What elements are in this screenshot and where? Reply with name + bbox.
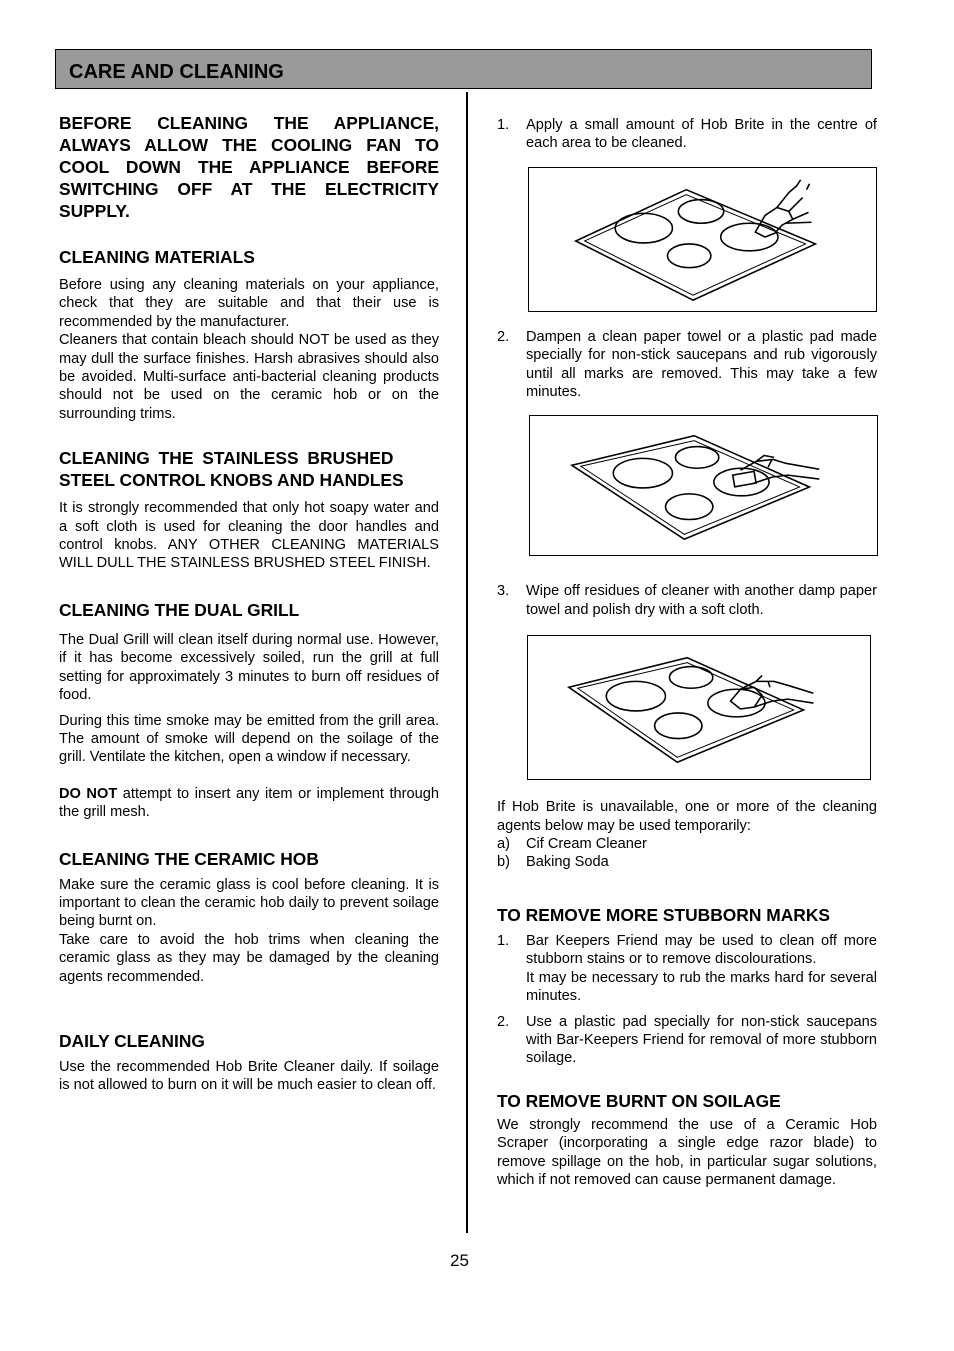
column-divider [466, 92, 468, 1233]
grill-warning-text: attempt to insert any item or implement through the grill mesh. [59, 785, 439, 821]
alternative-text: Baking Soda [526, 854, 609, 871]
step-1 [497, 116, 877, 153]
polishing-cloth-illustration [527, 635, 871, 780]
hob-brite-application-illustration [528, 167, 877, 312]
ceramic-heading: CLEANING THE CERAMIC HOB [59, 848, 319, 869]
safety-warning: BEFORE CLEANING THE APPLIANCE, ALWAYS ALLOW THE COOLING FAN TO COOL DOWN THE APPLIANCE BEFORE SWITCHING OFF AT THE ELECTRICITY SUPPLY. [59, 113, 439, 221]
hob-rub-drawing [530, 416, 877, 555]
stubborn-item-1 [497, 932, 877, 1006]
cleaning-steps-2 [497, 328, 877, 402]
materials-paragraph-1: Before using any cleaning materials on your appliance, check that they are suitable and that their use is recommended by the manufacturer. [59, 277, 439, 330]
daily-heading: DAILY CLEANING [59, 1030, 205, 1051]
knobs-heading-line-1: CLEANING THE STAINLESS BRUSHED [59, 448, 394, 469]
section-header-bar [55, 49, 872, 89]
item-text: Use a plastic pad specially for non-stick saucepans with Bar-Keepers Friend for removal of more stubborn soilage. [526, 1013, 877, 1067]
rubbing-pad-illustration [529, 415, 878, 556]
page-number: 25 [450, 1251, 469, 1270]
item-extra: It may be necessary to rub the marks hard for several minutes. [526, 969, 877, 1005]
stubborn-item-2 [497, 1013, 877, 1068]
knobs-paragraph: It is strongly recommended that only hot soapy water and a soft cloth is used for cleaning the door handles and control knobs. ANY OTHER CLEANING MATERIALS WILL DULL THE STAINLESS BRUSHED STEEL FINISH. [59, 500, 439, 572]
grill-heading: CLEANING THE DUAL GRILL [59, 599, 300, 620]
step-text: Apply a small amount of Hob Brite in the centre of each area to be cleaned. [526, 117, 877, 152]
alternative-letter: a) [497, 836, 510, 853]
materials-heading: CLEANING MATERIALS [59, 247, 255, 267]
step-text: Dampen a clean paper towel or a plastic pad made specially for non-stick saucepans and rub vigorously until all marks are removed. This may take a few minutes. [526, 328, 877, 401]
right-column [497, 116, 877, 1189]
alternative-text: Cif Cream Cleaner [526, 836, 647, 853]
step-2 [497, 328, 877, 402]
hob-polish-drawing [528, 636, 870, 779]
cleaning-steps-3 [497, 582, 877, 619]
hob-apply-drawing [529, 168, 876, 311]
alternatives-intro: If Hob Brite is unavailable, one or more of the cleaning agents below may be used temporarily: [497, 799, 877, 834]
grill-paragraph-2: During this time smoke may be emitted from the grill area. The amount of smoke will depend on the soilage of the grill. Ventilate the kitchen, open a window if necessary. [59, 712, 439, 766]
daily-paragraph: Use the recommended Hob Brite Cleaner daily. If soilage is not allowed to burn on it will be much easier to clean off. [59, 1058, 439, 1094]
grill-paragraph-1: The Dual Grill will clean itself during normal use. However, if it has become excessively soiled, run the grill at full setting for approximately 3 minutes to burn off residues of food. [59, 631, 439, 704]
item-text: Bar Keepers Friend may be used to clean off more stubborn stains or to remove discolourations. [526, 932, 877, 968]
step-3 [497, 582, 877, 619]
burnt-heading: TO REMOVE BURNT ON SOILAGE [497, 1090, 781, 1111]
step-text: Wipe off residues of cleaner with another damp paper towel and polish dry with a soft cloth. [526, 583, 877, 618]
ceramic-paragraph-2: Take care to avoid the hob trims when cleaning the ceramic glass as they may be damaged by the cleaning agents recommended. [59, 931, 439, 985]
step-number: 2. [497, 328, 510, 345]
step-number: 1. [497, 117, 510, 133]
alternative-a [497, 835, 877, 853]
do-not-emphasis: DO NOT [59, 785, 118, 802]
item-number: 1. [497, 932, 510, 949]
stubborn-heading: TO REMOVE MORE STUBBORN MARKS [497, 904, 831, 925]
cleaning-steps [497, 116, 877, 153]
alternative-letter: b) [497, 854, 510, 871]
ceramic-paragraph-1: Make sure the ceramic glass is cool before cleaning. It is important to clean the ceramic hob daily to prevent soilage being burnt on. [59, 876, 439, 930]
page-title: CARE AND CLEANING [69, 61, 284, 83]
left-column [59, 112, 439, 1095]
item-number: 2. [497, 1013, 510, 1030]
materials-paragraph-2: Cleaners that contain bleach should NOT be used as they may dull the surface finishes. Harsh abrasives should also be avoided. Multi-surface anti-bacterial cleaning products should not be used on the ceramic hob or on the surrounding trims. [59, 332, 439, 422]
step-number: 3. [497, 583, 510, 600]
burnt-paragraph: We strongly recommend the use of a Ceramic Hob Scraper (incorporating a single edge razor blade) to remove spillage on the hob, in particular sugar solutions, which if not removed can cause permanent damage. [497, 1116, 877, 1188]
knobs-heading-line-2: STEEL CONTROL KNOBS AND HANDLES [59, 470, 404, 491]
alternative-b [497, 853, 877, 871]
grill-paragraph-3 [59, 785, 439, 822]
